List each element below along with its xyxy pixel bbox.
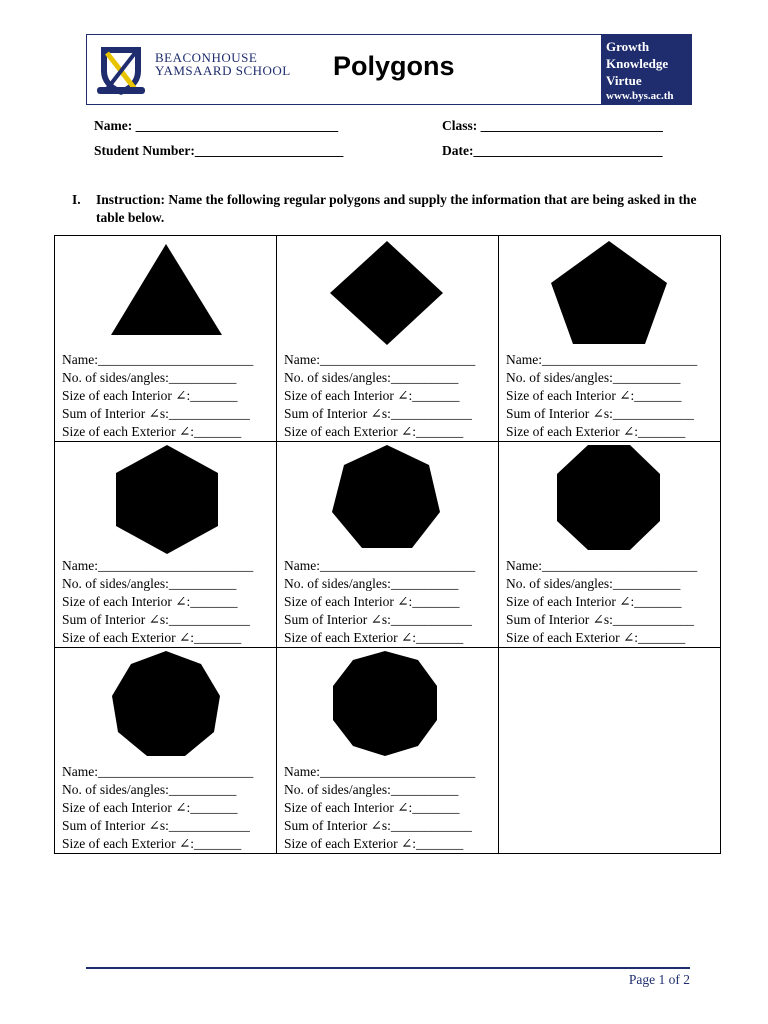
instruction-number: I. bbox=[72, 192, 81, 207]
interior-angle-blank[interactable]: Size of each Interior ∠:_______ bbox=[284, 594, 460, 609]
motto-virtue: Virtue bbox=[606, 73, 642, 88]
interior-angle-blank[interactable]: Size of each Interior ∠:_______ bbox=[62, 594, 238, 609]
document-header bbox=[86, 34, 692, 105]
page-title: Polygons bbox=[333, 51, 455, 81]
square-shape bbox=[277, 236, 498, 356]
exterior-angle-blank[interactable]: Size of each Exterior ∠:_______ bbox=[62, 630, 242, 645]
nonagon-shape bbox=[55, 648, 276, 768]
octagon-shape bbox=[499, 442, 720, 562]
polygon-table bbox=[54, 235, 721, 854]
date-field[interactable]: Date:____________________________ bbox=[442, 143, 663, 158]
triangle-shape bbox=[55, 236, 276, 356]
polygon-cell bbox=[55, 648, 277, 854]
decagon-shape bbox=[277, 648, 498, 768]
school-logo bbox=[95, 41, 291, 99]
interior-sum-blank[interactable]: Sum of Interior ∠s:____________ bbox=[284, 406, 472, 421]
interior-angle-blank[interactable]: Size of each Interior ∠:_______ bbox=[506, 594, 682, 609]
interior-angle-blank[interactable]: Size of each Interior ∠:_______ bbox=[62, 388, 238, 403]
exterior-angle-blank[interactable]: Size of each Exterior ∠:_______ bbox=[284, 836, 464, 851]
polygon-cell bbox=[277, 442, 499, 648]
name-blank[interactable]: Name:_______________________ bbox=[284, 764, 476, 779]
school-crest-icon bbox=[95, 41, 147, 97]
interior-sum-blank[interactable]: Sum of Interior ∠s:____________ bbox=[62, 612, 250, 627]
school-website: www.bys.ac.th bbox=[606, 90, 674, 102]
sides-blank[interactable]: No. of sides/angles:__________ bbox=[284, 782, 459, 797]
page-number: Page 1 of 2 bbox=[628, 972, 690, 987]
name-blank[interactable]: Name:_______________________ bbox=[62, 558, 254, 573]
hexagon-shape bbox=[55, 442, 276, 562]
name-blank[interactable]: Name:_______________________ bbox=[62, 764, 254, 779]
footer-divider bbox=[86, 967, 690, 969]
interior-angle-blank[interactable]: Size of each Interior ∠:_______ bbox=[506, 388, 682, 403]
motto-growth: Growth bbox=[606, 39, 650, 54]
sides-blank[interactable]: No. of sides/angles:__________ bbox=[62, 576, 237, 591]
sides-blank[interactable]: No. of sides/angles:__________ bbox=[284, 370, 459, 385]
name-blank[interactable]: Name:_______________________ bbox=[62, 352, 254, 367]
exterior-angle-blank[interactable]: Size of each Exterior ∠:_______ bbox=[62, 836, 242, 851]
interior-angle-blank[interactable]: Size of each Interior ∠:_______ bbox=[62, 800, 238, 815]
interior-sum-blank[interactable]: Sum of Interior ∠s:____________ bbox=[284, 818, 472, 833]
motto-box bbox=[601, 35, 691, 104]
interior-sum-blank[interactable]: Sum of Interior ∠s:____________ bbox=[62, 818, 250, 833]
instruction-text: Instruction: Name the following regular polygons and supply the information that are being asked in the table below. bbox=[96, 192, 697, 225]
interior-sum-blank[interactable]: Sum of Interior ∠s:____________ bbox=[506, 612, 694, 627]
interior-angle-blank[interactable]: Size of each Interior ∠:_______ bbox=[284, 800, 460, 815]
name-blank[interactable]: Name:_______________________ bbox=[284, 352, 476, 367]
interior-sum-blank[interactable]: Sum of Interior ∠s:____________ bbox=[506, 406, 694, 421]
heptagon-shape bbox=[277, 442, 498, 562]
exterior-angle-blank[interactable]: Size of each Exterior ∠:_______ bbox=[284, 424, 464, 439]
motto-knowledge: Knowledge bbox=[606, 56, 669, 71]
empty-cell bbox=[499, 648, 721, 854]
name-blank[interactable]: Name:_______________________ bbox=[284, 558, 476, 573]
polygon-cell bbox=[277, 648, 499, 854]
sides-blank[interactable]: No. of sides/angles:__________ bbox=[506, 370, 681, 385]
sides-blank[interactable]: No. of sides/angles:__________ bbox=[62, 370, 237, 385]
polygon-cell bbox=[499, 442, 721, 648]
name-blank[interactable]: Name:_______________________ bbox=[506, 352, 698, 367]
class-field[interactable]: Class: ___________________________ bbox=[442, 118, 663, 133]
sides-blank[interactable]: No. of sides/angles:__________ bbox=[62, 782, 237, 797]
exterior-angle-blank[interactable]: Size of each Exterior ∠:_______ bbox=[506, 630, 686, 645]
pentagon-shape bbox=[499, 236, 720, 356]
exterior-angle-blank[interactable]: Size of each Exterior ∠:_______ bbox=[284, 630, 464, 645]
student-number-field[interactable]: Student Number:______________________ bbox=[94, 143, 344, 158]
polygon-cell bbox=[277, 236, 499, 442]
name-field[interactable]: Name: ______________________________ bbox=[94, 118, 339, 133]
name-blank[interactable]: Name:_______________________ bbox=[506, 558, 698, 573]
polygon-cell bbox=[55, 236, 277, 442]
interior-angle-blank[interactable]: Size of each Interior ∠:_______ bbox=[284, 388, 460, 403]
interior-sum-blank[interactable]: Sum of Interior ∠s:____________ bbox=[284, 612, 472, 627]
school-name-line1: BEACONHOUSE bbox=[155, 50, 258, 65]
exterior-angle-blank[interactable]: Size of each Exterior ∠:_______ bbox=[62, 424, 242, 439]
sides-blank[interactable]: No. of sides/angles:__________ bbox=[506, 576, 681, 591]
sides-blank[interactable]: No. of sides/angles:__________ bbox=[284, 576, 459, 591]
school-name-line2: YAMSAARD SCHOOL bbox=[155, 63, 291, 78]
polygon-cell bbox=[55, 442, 277, 648]
polygon-cell bbox=[499, 236, 721, 442]
interior-sum-blank[interactable]: Sum of Interior ∠s:____________ bbox=[62, 406, 250, 421]
exterior-angle-blank[interactable]: Size of each Exterior ∠:_______ bbox=[506, 424, 686, 439]
